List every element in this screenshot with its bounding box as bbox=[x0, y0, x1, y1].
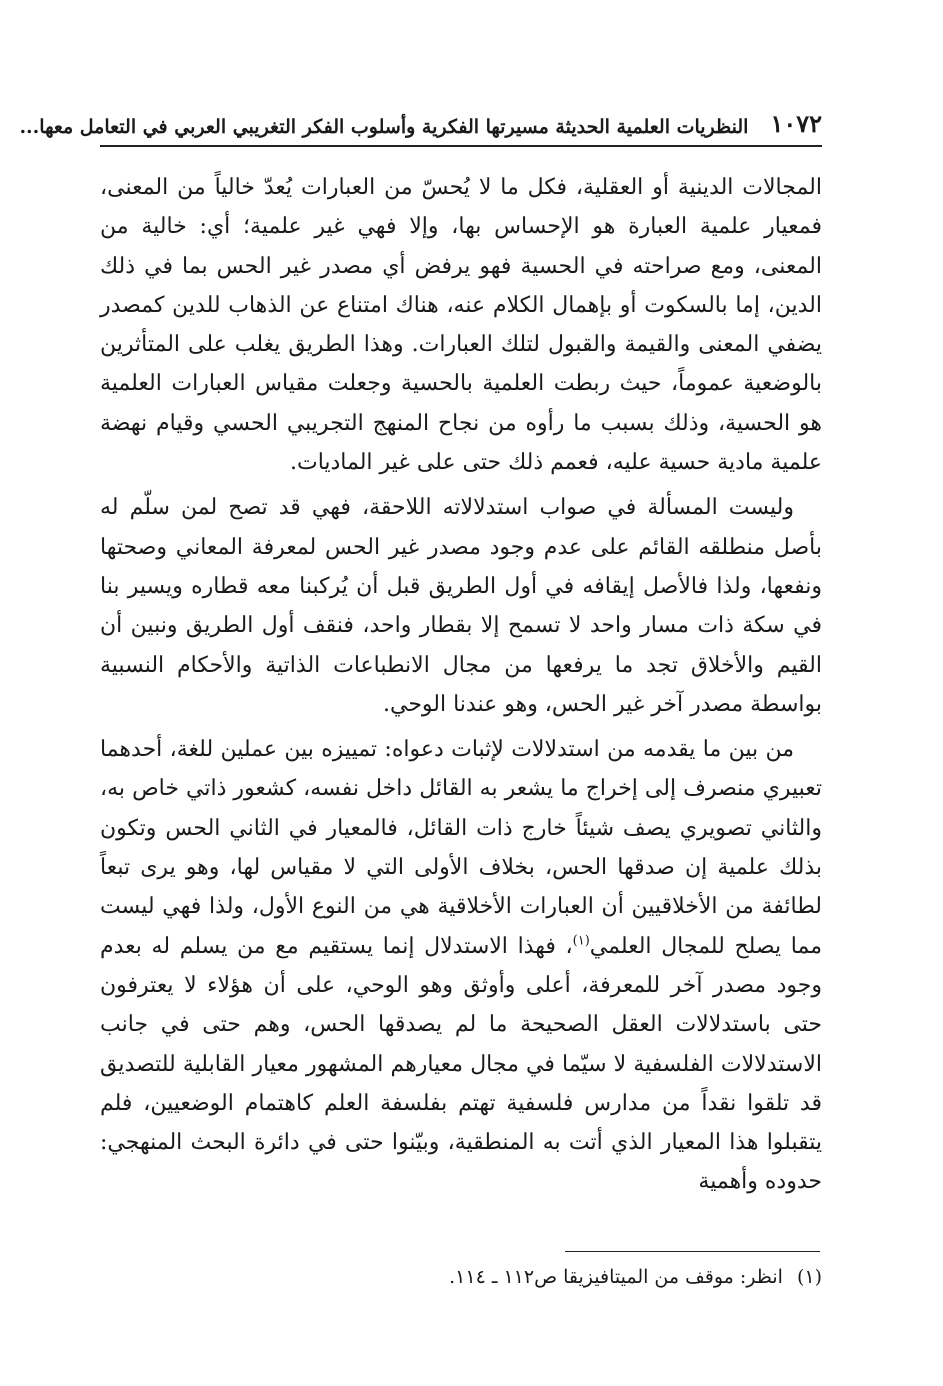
page-header bbox=[19, 98, 822, 138]
footnote bbox=[100, 1262, 822, 1292]
paragraph-1: المجالات الدينية أو العقلية، فكل ما لا يُحسّ من العبارات يُعدّ خالياً من المعنى، فمعيار علمية العبارة هو الإحساس بها، وإلا فهي غير علمية؛ أي: خالية من المعنى، ومع صراحته في الحسية فهو يرفض أي مصدر غير الحس بما في ذلك الدين، إما بالسكوت أو بإهمال الكلام عنه، هناك امتناع عن الذهاب للدين كمصدر يضفي المعنى والقيمة والقبول لتلك العبارات. وهذا الطريق يغلب على المتأثرين بالوضعية عموماً، حيث ربطت العلمية بالحسية وجعلت مقياس العبارات العلمية هو الحسية، وذلك بسبب ما رأوه من نجاح المنهج التجريبي الحسي وقيام نهضة علمية مادية حسية عليه، فعمم ذلك حتى على غير الماديات. bbox=[100, 175, 822, 476]
running-title: النظريات العلمية الحديثة مسيرتها الفكرية وأسلوب الفكر التغريبي العربي في التعامل معها... bbox=[19, 116, 749, 138]
footnote-reference[interactable]: (١) bbox=[572, 933, 590, 949]
page-number: ١٠٧٢ bbox=[770, 109, 822, 138]
paragraph-2: وليست المسألة في صواب استدلالاته اللاحقة، فهي قد تصح لمن سلّم له بأصل منطلقه القائم على عدم وجود مصدر غير الحس لمعرفة المعاني وصحتها ونفعها، ولذا فالأصل إيقافه في أول الطريق قبل أن يُركبنا معه قطاره ويسير بنا في سكة ذات مسار واحد لا تسمح إلا بقطار واحد، فنقف أول الطريق ونبين أن القيم والأخلاق تجد ما يرفعها من مجال الانطباعات الذاتية والأحكام النسبية بواسطة مصدر آخر غير الحس، وهو عندنا الوحي. bbox=[100, 495, 823, 717]
footnote-number: (١) bbox=[796, 1266, 822, 1288]
footnote-text: انظر: موقف من الميتافيزيقا ص١١٢ ـ ١١٤. bbox=[449, 1266, 783, 1288]
main-text bbox=[100, 168, 822, 1202]
footnote-rule bbox=[565, 1251, 820, 1252]
header-rule bbox=[100, 145, 822, 147]
paragraph-3-part-2: ، فهذا الاستدلال إنما يستقيم مع من يسلم له بعدم وجود مصدر آخر للمعرفة، أعلى وأوثق وهو الوحي، على أن هؤلاء لا يعترفون حتى باستدلالات العقل الصحيحة ما لم يصدقها الحس، وهم حتى في جانب الاستدلالات الفلسفية لا سيّما في مجال معيارهم المشهور معيار القابلية للتصديق قد تلقوا نقداً من مدارس فلسفية تهتم بفلسفة العلم كاهتمام الوضعيين، فلم يتقبلوا هذا المعيار الذي أتت به المنطقية، وبيّنوا حتى في دائرة البحث المنهجي: حدوده وأهمية bbox=[100, 933, 822, 1195]
paragraph-3-part-1: من بين ما يقدمه من استدلالات لإثبات دعواه: تمييزه بين عملين للغة، أحدهما تعبيري منصرف إلى إخراج ما يشعر به القائل داخل نفسه، كشعور ذاتي خاص به، والثاني تصويري يصف شيئاً خارج ذات القائل، فالمعيار في الثاني الحس وتكون بذلك علمية إن صدقها الحس، بخلاف الأولى التي لا مقياس لها، وهو يرى تبعاً لطائفة من الأخلاقيين أن العبارات الأخلاقية هي من النوع الأول، ولذا فهي ليست مما يصلح للمجال العلمي bbox=[100, 737, 822, 959]
paragraph-3 bbox=[100, 730, 822, 1202]
